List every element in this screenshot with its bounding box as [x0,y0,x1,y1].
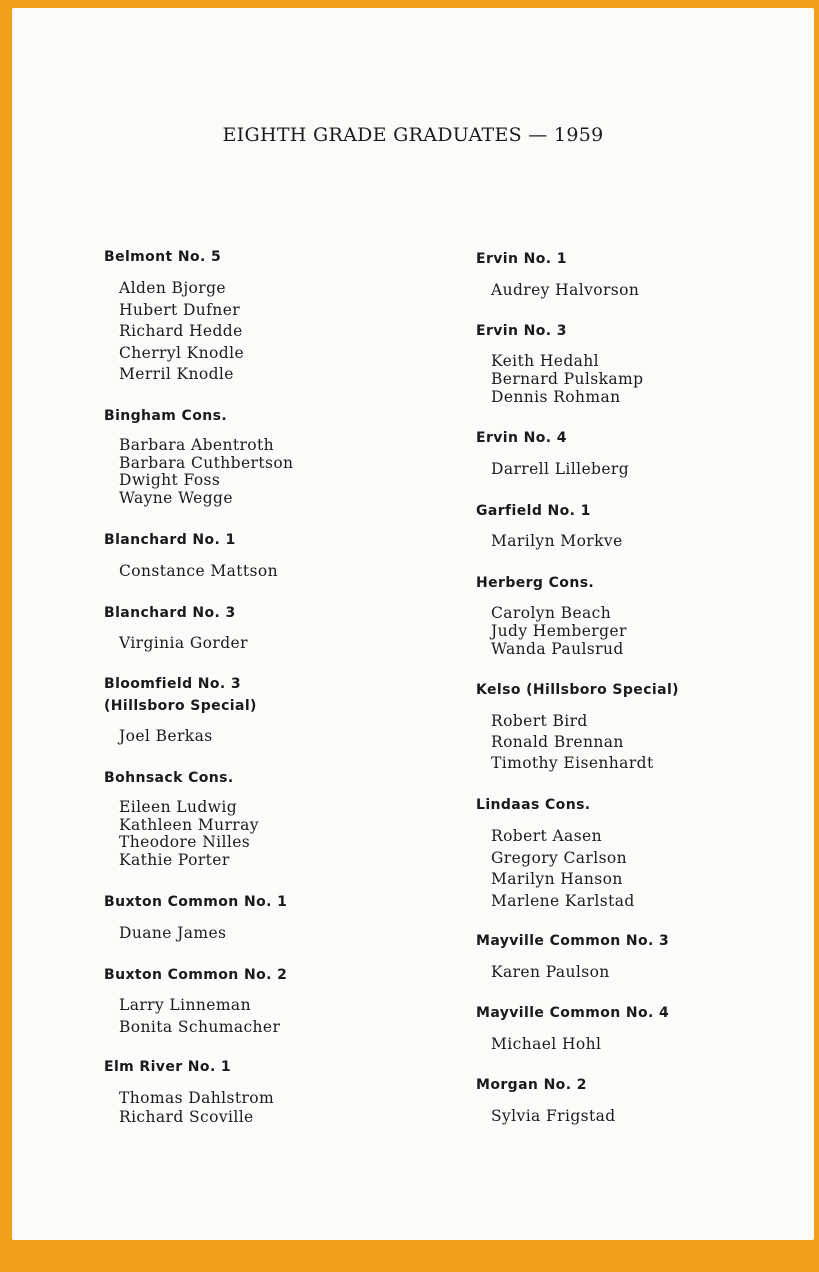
graduate-name: Eileen Ludwig [119,798,238,816]
graduate-list [119,799,259,869]
graduate-name: Alden Bjorge [119,279,226,297]
graduate-list [491,459,629,480]
graduate-name: Hubert Dufner [119,300,241,319]
graduate-list [491,962,610,983]
graduate-name: Thomas Dahlstrom [119,1089,275,1107]
graduate-name: Keith Hedahl [491,352,600,370]
graduate-list [491,1106,616,1127]
graduate-name: Robert Aasen [491,827,603,845]
school-heading-subtitle: (Hillsboro Special) [104,698,257,714]
school-heading-kelso-hillsboro-special: Kelso (Hillsboro Special) [476,682,679,698]
graduate-name: Kathleen Murray [119,815,259,834]
graduate-name: Michael Hohl [491,1035,602,1053]
school-heading-bingham-cons: Bingham Cons. [104,408,228,424]
page-title: EIGHTH GRADE GRADUATES — 1959 [222,124,604,146]
graduate-name: Timothy Eisenhardt [491,754,654,772]
graduate-name: Richard Hedde [119,322,243,340]
school-heading-buxton-common-no-2: Buxton Common No. 2 [104,967,288,983]
graduate-list [491,1034,601,1055]
graduate-name: Kathie Porter [119,850,230,869]
graduate-name: Barbara Abentroth [119,436,275,454]
graduate-name: Dwight Foss [119,471,221,489]
school-heading-mayville-common-no-4: Mayville Common No. 4 [476,1005,670,1021]
school-heading-garfield-no-1: Garfield No. 1 [476,503,591,519]
graduate-name: Duane James [119,924,227,942]
graduate-name: Wanda Paulsrud [491,640,624,658]
graduate-name: Wayne Wegge [119,488,233,507]
graduate-name: Audrey Halvorson [491,281,640,299]
school-heading-lindaas-cons: Lindaas Cons. [476,797,591,813]
program-page [12,8,814,1240]
school-heading-herberg-cons: Herberg Cons. [476,575,595,591]
graduate-list [119,278,244,386]
graduate-name: Dennis Rohman [491,388,621,406]
graduate-name: Carolyn Beach [491,604,612,622]
graduate-list [491,352,643,406]
graduate-name: Darrell Lilleberg [491,460,630,478]
graduate-name: Ronald Brennan [491,733,624,751]
graduate-name: Cherryl Knodle [119,343,245,362]
school-heading-blanchard-no-1: Blanchard No. 1 [104,532,236,548]
graduate-name: Marilyn Morkve [491,532,623,550]
graduate-name: Robert Bird [491,712,588,730]
graduate-name: Marlene Karlstad [491,891,635,910]
graduate-list [119,437,293,507]
graduate-name: Richard Scoville [119,1107,254,1126]
graduate-name: Gregory Carlson [491,848,628,867]
graduate-name: Joel Berkas [119,727,213,745]
graduate-list [491,826,635,912]
graduate-name: Theodore Nilles [119,833,251,851]
school-heading-bloomfield-no-3: Bloomfield No. 3 [104,676,242,692]
graduate-name: Marilyn Hanson [491,870,623,888]
graduate-name: Merril Knodle [119,365,234,383]
graduate-name: Bonita Schumacher [119,1017,281,1036]
graduate-name: Judy Hemberger [491,622,627,640]
graduate-list [119,726,213,747]
graduate-list [119,995,280,1038]
graduate-list [119,1089,274,1126]
school-heading-ervin-no-4: Ervin No. 4 [476,430,567,446]
graduate-list [491,280,639,301]
graduate-name: Barbara Cuthbertson [119,453,294,472]
graduate-name: Bernard Pulskamp [491,370,644,388]
graduate-list [491,531,623,552]
school-heading-ervin-no-3: Ervin No. 3 [476,323,567,339]
school-heading-mayville-common-no-3: Mayville Common No. 3 [476,933,670,949]
graduate-list [491,604,627,658]
school-heading-buxton-common-no-1: Buxton Common No. 1 [104,894,288,910]
graduate-name: Constance Mattson [119,562,278,580]
graduate-list [119,633,248,654]
graduate-name: Virginia Gorder [119,634,248,652]
school-heading-belmont-no-5: Belmont No. 5 [104,249,222,265]
school-heading-ervin-no-1: Ervin No. 1 [476,251,567,267]
school-heading-blanchard-no-3: Blanchard No. 3 [104,605,236,621]
graduate-name: Larry Linneman [119,996,251,1014]
graduate-list [119,561,278,582]
school-heading-elm-river-no-1: Elm River No. 1 [104,1059,232,1075]
graduate-list [119,923,226,944]
school-heading-morgan-no-2: Morgan No. 2 [476,1077,587,1093]
graduate-name: Karen Paulson [491,963,610,981]
school-heading-bohnsack-cons: Bohnsack Cons. [104,770,234,786]
graduate-name: Sylvia Frigstad [491,1107,616,1125]
graduate-list [491,711,654,774]
